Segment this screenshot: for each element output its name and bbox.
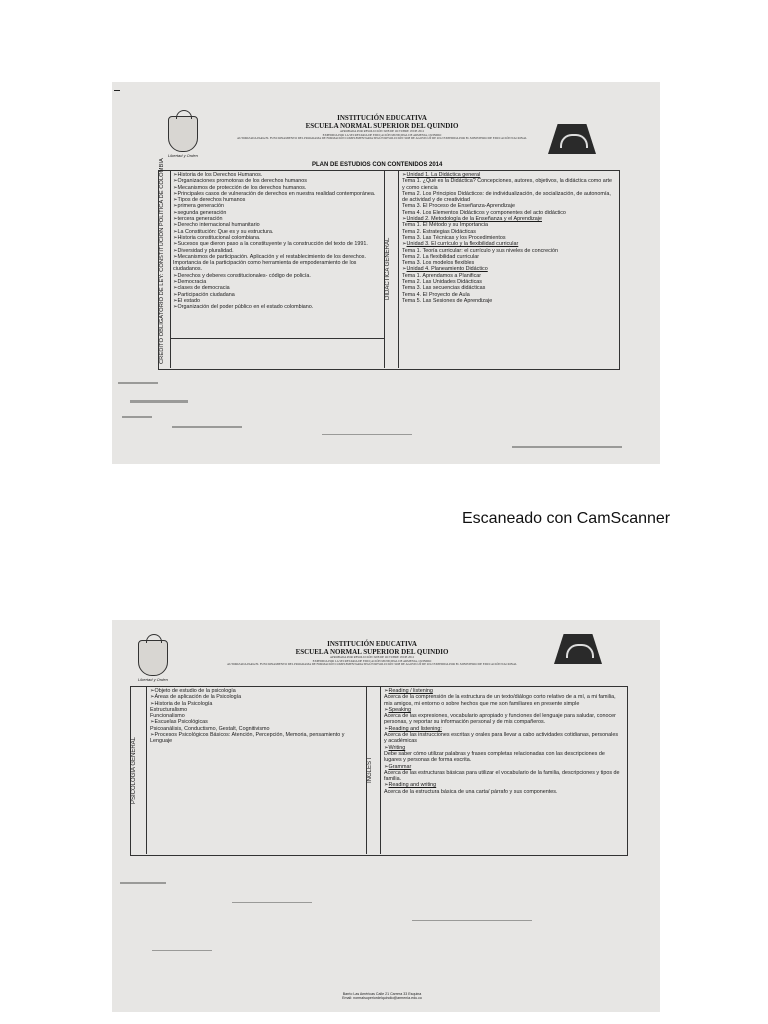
content-line: Debe saber cómo utilizar palabras y frases completas relacionadas con las descripciones de lugares y personas de forma escrita.	[384, 750, 605, 764]
expedida-text: EXPEDIDA POR LA SECRETARIA DE EDUCACIÓN MUNICIPAL DE ARMENIA, QUINDIO	[322, 132, 442, 137]
page-header	[202, 640, 542, 667]
school-logo-icon	[548, 124, 596, 154]
content-line: ➢ Democracia	[173, 279, 383, 285]
content-line: Tema 3. El Proceso de Enseñanza-Aprendizaje	[402, 203, 515, 210]
content-line: Acerca de la comprensión de la estructura de un texto/diálogo corto relativo de a mí, a mi familia, mis amigos, mi entorno o sobre hechos que me son familiares en presente simple	[384, 694, 616, 707]
content-line: ➢ Áreas de aplicación de la Psicología	[150, 694, 364, 700]
content-line: ➢ Procesos Psicológicos Básicos: Atención, Percepción, Memoria, pensamiento y Lenguaje	[150, 732, 364, 745]
crest-caption: Libertad y Orden	[138, 677, 168, 682]
content-line: Tema 2. La flexibilidad curricular	[402, 253, 479, 260]
content-line: Funcionalismo	[150, 713, 185, 720]
content-line: Tema 2. Las Unidades Didácticas	[402, 279, 483, 286]
content-line: ➢ Sucesos que dieron paso a la constituyente y la construcción del texto de 1991.	[173, 241, 383, 247]
content-line: Tema 3. Las secuencias didácticas	[402, 285, 486, 292]
content-line: ➢ tercera generación	[173, 216, 383, 222]
content-line: ➢ Unidad 1. La Didáctica general	[402, 172, 614, 178]
resolution-text: APROBADA POR RESOLUCIÓN 3208 DE OCTUBRE 18 DE 2012	[329, 655, 415, 659]
content-line: ➢ Historia de la Psicología	[150, 701, 364, 707]
content-line: ➢ Unidad 4. Planeamiento Didáctico	[402, 266, 614, 272]
content-line: Tema 2. Estrategias Didácticas	[402, 228, 477, 235]
constitucion-label: CREDITO OBLIGATORIO DE LEY: CONSTITUCION POLITICA DE COLOMBIA	[159, 158, 165, 364]
content-line: Tema 4. Los Elementos Didácticos y componentes del acto didáctico	[402, 209, 566, 216]
content-line: ➢ Historia de los Derechos Humanos.	[173, 172, 383, 178]
content-line: ➢ Objeto de estudio de la psicología	[150, 688, 364, 694]
content-line: ➢ Unidad 3. El currículo y la flexibilidad curricular	[402, 241, 614, 247]
content-line: ➢ El estado	[173, 298, 383, 304]
content-line: Tema 2. Los Principios Didácticos: de individualización, de socialización, de autonomía, de actividad y de creatividad	[402, 190, 611, 204]
content-line: ➢ segunda generación	[173, 210, 383, 216]
content-line: Tema 3. Los modelos flexibles	[402, 260, 475, 267]
content-line: Tema 5. Las Sesiones de Aprendizaje	[402, 297, 493, 304]
content-line: ➢ Participación ciudadana	[173, 292, 383, 298]
content-line: Acerca de las expresiones, vocabulario apropiado y funciones del lenguaje para saludar, conocer personas, y reportar su información personal y de mis compañeros.	[384, 713, 616, 726]
colombia-crest-icon	[168, 116, 198, 152]
school-name: ESCUELA NORMAL SUPERIOR DEL QUINDIO	[305, 122, 459, 130]
content-line: ➢ Reading and listening:	[384, 726, 622, 732]
constitucion-content	[173, 172, 383, 311]
content-line: Tema 4. El Proyecto de Aula	[402, 291, 470, 298]
content-line: Tema 1. El Método y su Importancia	[402, 222, 488, 229]
content-line: Acerca de la estructura básica de una carta/ párrafo y sus componentes.	[384, 788, 558, 795]
resolution-text: APROBADA POR RESOLUCIÓN 3208 DE OCTUBRE 18 DE 2012	[339, 129, 425, 133]
footer-email: Email: normalsuperiordelquindio@armenia.edu.co	[342, 996, 422, 1001]
page-header	[222, 114, 542, 141]
scanned-page-2	[112, 620, 660, 1012]
content-line: ➢ Mecanismos de protección de los derechos humanos.	[173, 185, 383, 191]
didactica-content	[402, 172, 614, 304]
ingles-label: INGLES I	[367, 757, 373, 783]
content-line: ➢ Grammar	[384, 764, 622, 770]
content-line: ➢ Speaking	[384, 707, 622, 713]
ingles-content	[384, 688, 622, 795]
content-line: ➢ Diversidad y pluralidad.	[173, 248, 383, 254]
footer-address: Barrio Las Américas Calle 21 Carrera 33 Esquina	[342, 992, 422, 996]
institution-name: INSTITUCIÓN EDUCATIVA	[327, 640, 417, 648]
content-line: ➢ primera generación	[173, 203, 383, 209]
didactica-label: DIDÁCTICA GENERAL	[385, 237, 391, 301]
content-line: Estructuralismo	[150, 706, 188, 713]
content-line: ➢ clases de democracia	[173, 285, 383, 291]
expedida-text: EXPEDIDA POR LA SECRETARIA DE EDUCACIÓN MUNICIPAL DE ARMENIA, QUINDIO	[312, 658, 432, 663]
crest-caption: Libertad y Orden	[168, 153, 198, 158]
autorizada-text: AUTORIZADA PARA EL FUNCIONAMIENTO DEL PROGRAMA DE FORMACIÓN COMPLEMENTARIA SEGÚN RESOLUCIÓN 3208 DE AGOSTO 20 DE 2012 EXPEDIDA POR EL MINISTERIO DE EDUCACIÓN NACIONAL	[227, 662, 517, 667]
content-line: Tema 1. Teoría curricular: el currículo y sus niveles de concreción	[402, 247, 558, 254]
content-line: ➢ Reading and writing	[384, 782, 622, 788]
content-line: ➢ Reading / listening	[384, 688, 622, 694]
content-line: ➢ Historia constitucional colombiana.	[173, 235, 383, 241]
page-footer	[282, 992, 482, 1001]
content-line: ➢ Unidad 2. Metodología de la Enseñanza y el Aprendizaje	[402, 216, 614, 222]
school-logo-icon	[554, 634, 602, 664]
colombia-crest-icon	[138, 640, 168, 676]
content-line: ➢ Organizaciones promotoras de los derechos humanos	[173, 178, 383, 184]
plan-title: PLAN DE ESTUDIOS CON CONTENIDOS 2014	[312, 162, 443, 168]
scanned-page-1	[112, 82, 660, 464]
autorizada-text: AUTORIZADA PARA EL FUNCIONAMIENTO DEL PROGRAMA DE FORMACIÓN COMPLEMENTARIA SEGÚN RESOLUCIÓN 3208 DE AGOSTO 20 DE 2012 EXPEDIDA POR EL MINISTERIO DE EDUCACIÓN NACIONAL	[237, 136, 527, 141]
content-line: Tema 1. ¿Qué es la Didáctica? Concepciones, autores, objetivos, la didáctica como arte y como ciencia	[402, 178, 613, 191]
content-line: Psicoanálisis, Conductismo, Gestalt, Cognitivismo	[150, 725, 270, 732]
content-line: Acerca de las instrucciones escritas y orales para llevar a cabo actividades cotidianas, personales y académicas	[384, 732, 619, 745]
content-line: ➢ Mecanismos de participación. Aplicación y el restablecimiento de los derechos. Importancia de la participación como herramienta de empoderamiento de los ciudadanos.	[173, 254, 383, 273]
content-line: ➢ Derechos y deberes constitucionales- código de policía.	[173, 273, 383, 279]
institution-name: INSTITUCIÓN EDUCATIVA	[337, 114, 427, 122]
psicologia-label: PSICOLOGÍA GENERAL	[131, 736, 137, 804]
content-line: ➢ Writing	[384, 745, 622, 751]
content-line: Acerca de las estructuras básicas para utilizar el vocabulario de la familia, descripciones y tipos de familia.	[384, 769, 620, 783]
camscanner-watermark: Escaneado con CamScanner	[462, 510, 671, 527]
content-line: ➢ Derecho internacional humanitario	[173, 222, 383, 228]
content-line: ➢ Tipos de derechos humanos	[173, 197, 383, 203]
psicologia-content	[150, 688, 364, 745]
content-line: Tema 1. Aprendamos a Planificar	[402, 272, 482, 279]
content-line: ➢ Principales casos de vulneración de derechos en nuestra realidad contemporánea.	[173, 191, 383, 197]
content-line: ➢ Organización del poder público en el estado colombiano.	[173, 304, 383, 310]
content-line: ➢ La Constitución: Que es y su estructura.	[173, 229, 383, 235]
school-name: ESCUELA NORMAL SUPERIOR DEL QUINDIO	[295, 648, 449, 656]
content-line: ➢ Escuelas Psicológicas	[150, 719, 364, 725]
content-line: Tema 3. Las Técnicas y los Procedimientos	[402, 234, 506, 241]
